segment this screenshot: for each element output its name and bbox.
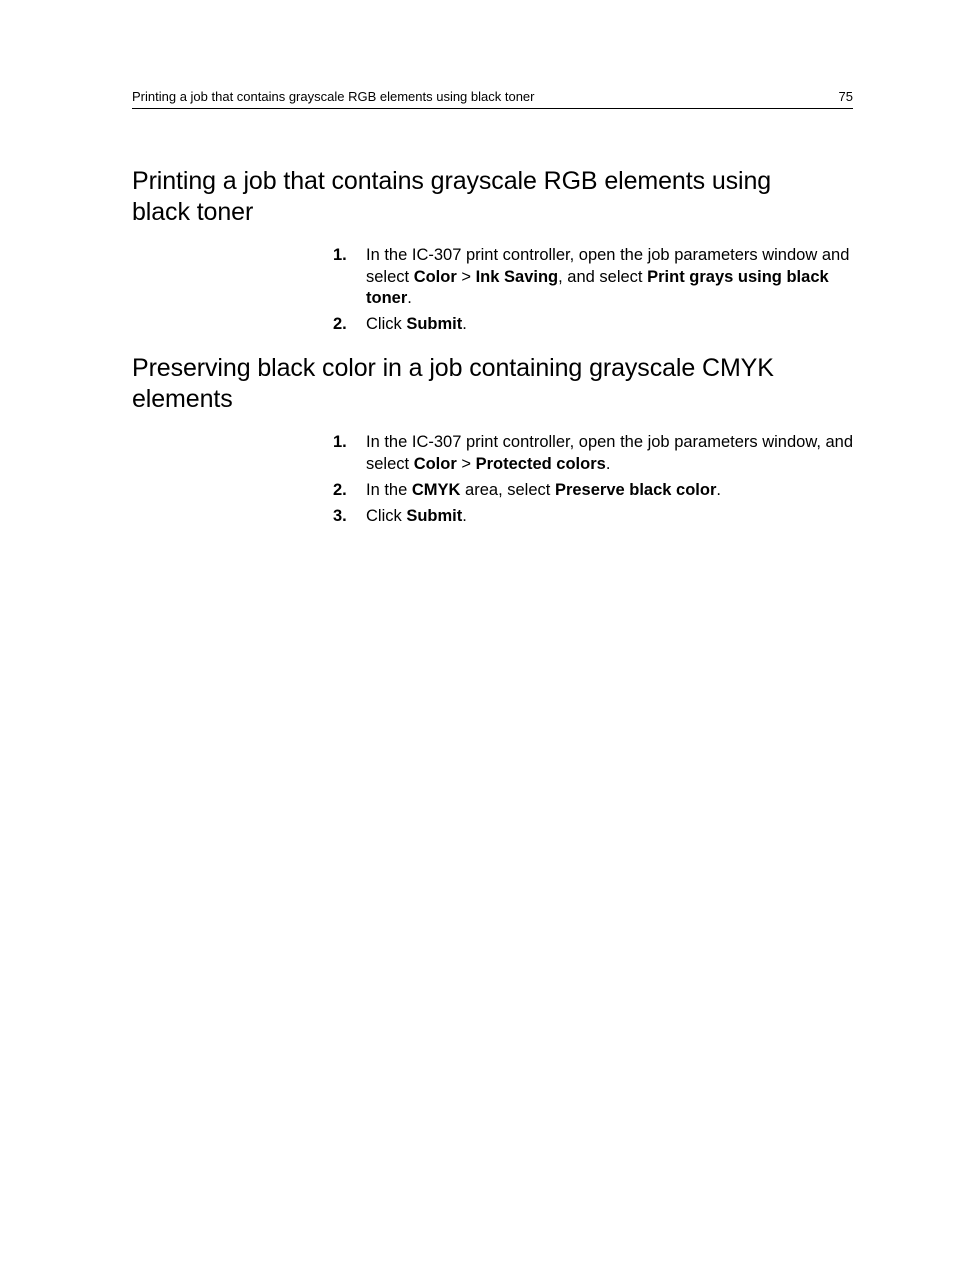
section-title-grayscale-rgb: Printing a job that contains grayscale RGB elements using black toner [132, 167, 772, 226]
option-print-grays: Print grays using black toner [366, 267, 829, 307]
step-text: In the CMYK area, select Preserve black color. [366, 480, 721, 499]
steps-list-grayscale-rgb [333, 245, 858, 340]
step-text: In the IC-307 print controller, open the job parameters window and select Color > Ink Saving, and select Print grays using black toner. [366, 246, 850, 307]
steps-list-preserve-black [333, 432, 858, 532]
step-text: Click Submit. [366, 315, 467, 333]
step-number: 2. [333, 480, 347, 499]
step-number: 2. [333, 315, 347, 333]
menu-protected-colors: Protected colors [475, 454, 606, 473]
menu-color: Color [413, 267, 457, 286]
option-preserve-black: Preserve black color [554, 480, 717, 499]
page-number: 75 [838, 89, 853, 104]
step-item [333, 314, 858, 336]
step-item [333, 506, 858, 528]
button-submit-ref: Submit [406, 506, 463, 525]
running-header-title: Printing a job that contains grayscale RGB elements using black toner [132, 89, 535, 104]
menu-ink-saving: Ink Saving [475, 267, 559, 286]
step-number: 3. [333, 506, 347, 525]
step-item [333, 480, 858, 502]
step-item [333, 432, 858, 475]
step-number: 1. [333, 433, 347, 451]
step-text: In the IC-307 print controller, open the job parameters window, and select Color > Protected colors. [366, 433, 854, 473]
step-number: 1. [333, 246, 347, 264]
step-text: Click Submit. [366, 506, 467, 525]
page-header [132, 87, 853, 109]
menu-color: Color [413, 454, 457, 473]
step-item [333, 245, 858, 310]
section-title-preserve-black: Preserving black color in a job containing grayscale CMYK elements [132, 354, 774, 413]
area-cmyk: CMYK [411, 480, 461, 499]
button-submit-ref: Submit [406, 315, 463, 333]
